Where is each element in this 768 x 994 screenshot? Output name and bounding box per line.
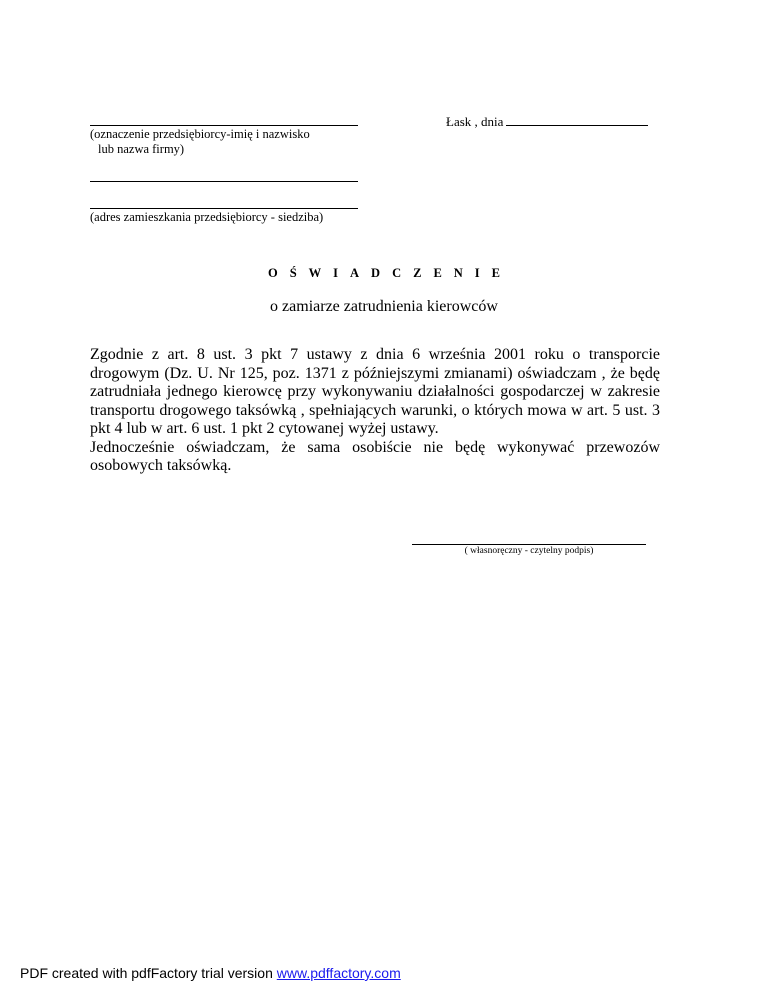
document-subtitle: o zamiarze zatrudnienia kierowców <box>270 298 498 315</box>
footer-text: PDF created with pdfFactory trial version <box>20 965 277 981</box>
document-title: OŚWIADCZENIE <box>267 266 513 280</box>
signature-line <box>412 544 646 545</box>
address-line-2 <box>90 208 358 209</box>
statement-body <box>90 346 660 476</box>
statement-paragraph-1: Zgodnie z art. 8 ust. 3 pkt 7 ustawy z dnia 6 września 2001 roku o transporcie drogowym (Dz. U. Nr 125, poz. 1371 z późniejszymi zmianami) oświadczam , że będę zatrudniała jednego kierowcę przy wykonywaniu działalności gospodarczej w zakresie transportu drogowego taksówką , spełniających warunki, o których mowa w art. 5 ust. 3 pkt 4 lub w art. 6 ust. 1 pkt 2 cytowanej wyżej ustawy. <box>90 346 660 437</box>
pdffactory-link[interactable]: www.pdffactory.com <box>276 965 401 981</box>
statement-paragraph-2: Jednocześnie oświadczam, że sama osobiście nie będę wykonywać przewozów osobowych taksówką. <box>90 438 660 474</box>
entrepreneur-caption-line1: (oznaczenie przedsiębiorcy-imię i nazwisko <box>90 127 310 141</box>
date-fill-line <box>506 125 648 126</box>
entrepreneur-name-line <box>90 125 358 126</box>
signature-caption: ( własnoręczny - czytelny podpis) <box>464 546 594 556</box>
entrepreneur-caption-line2: lub nazwa firmy) <box>98 142 185 156</box>
address-line-1 <box>90 181 358 182</box>
address-caption: (adres zamieszkania przedsiębiorcy - siedziba) <box>90 210 324 224</box>
pdf-footer <box>20 965 401 981</box>
place-date-label: Łask , dnia <box>446 114 504 129</box>
